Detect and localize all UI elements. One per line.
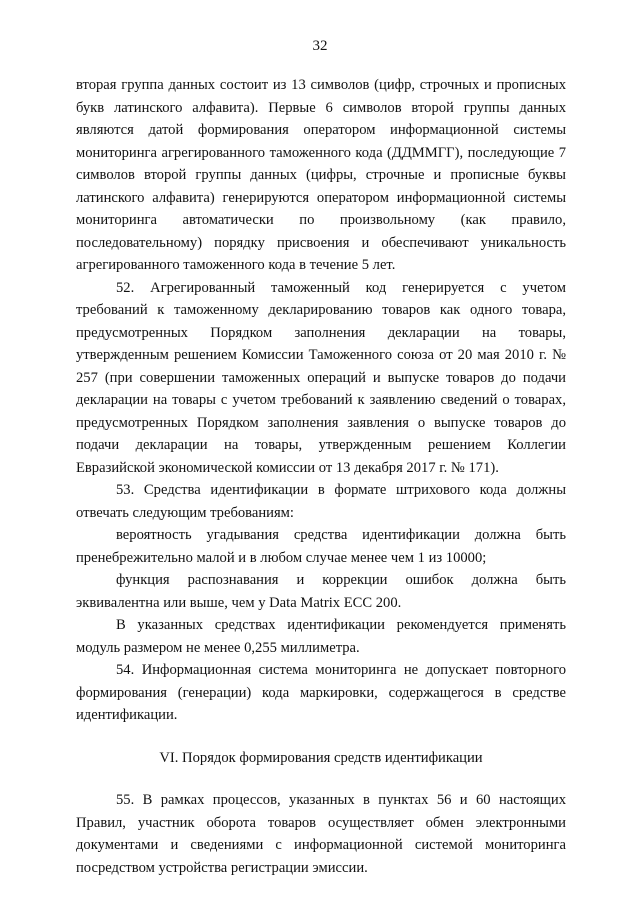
paragraph-53-item-1: вероятность угадывания средства идентификации должна быть пренебрежительно малой и в любом случае менее чем 1 из 10000; — [76, 527, 566, 566]
paragraph-55: 55. В рамках процессов, указанных в пунктах 56 и 60 настоящих Правил, участник оборота товаров осуществляет обмен электронными документами и сведениями с информационной системой мониторинга посредством устройства регистрации эмиссии. — [76, 792, 566, 876]
page-number: 32 — [312, 38, 328, 54]
paragraph-54: 54. Информационная система мониторинга не допускает повторного формирования (генерации) кода маркировки, содержащегося в средстве идентификации. — [76, 662, 566, 723]
paragraph-52: 52. Агрегированный таможенный код генерируется с учетом требований к таможенному декларированию товаров как одного товара, предусмотренных Порядком заполнения декларации на товары, утвержденным решением Комиссии Таможенного союза от 20 мая 2010 г. № 257 (при совершении таможенных операций и выпуске товаров до подачи декларации на товары с учетом требований к заявлению сведений о товарах, предусмотренных Порядком заполнения заявления о выпуске товаров до подачи декларации на товары, утвержденным решением Коллегии Евразийской экономической комиссии от 13 декабря 2017 г. № 171). — [76, 279, 566, 476]
section-heading: VI. Порядок формирования средств идентификации — [159, 749, 483, 766]
paragraph-53: 53. Средства идентификации в формате штрихового кода должны отвечать следующим требованиям: — [76, 482, 566, 521]
paragraph-53-item-2: функция распознавания и коррекции ошибок должна быть эквивалентна или выше, чем у Data Matrix ECC 200. — [76, 572, 566, 611]
document-body — [76, 74, 566, 879]
paragraph-53-note: В указанных средствах идентификации рекомендуется применять модуль размером не менее 0,255 миллиметра. — [76, 617, 566, 656]
paragraph-continuation: вторая группа данных состоит из 13 символов (цифр, строчных и прописных букв латинского алфавита). Первые 6 символов второй группы данных являются датой формирования оператором информационной системы мониторинга агрегированного таможенного кода (ДДММГГ), последующие 7 символов второй группы данных (цифры, строчные и прописные буквы латинского алфавита) генерируются оператором информационной системы мониторинга автоматически по произвольному (как правило, последовательному) порядку присвоения и обеспечивают уникальность агрегированного таможенного кода в течение 5 лет. — [76, 77, 566, 273]
